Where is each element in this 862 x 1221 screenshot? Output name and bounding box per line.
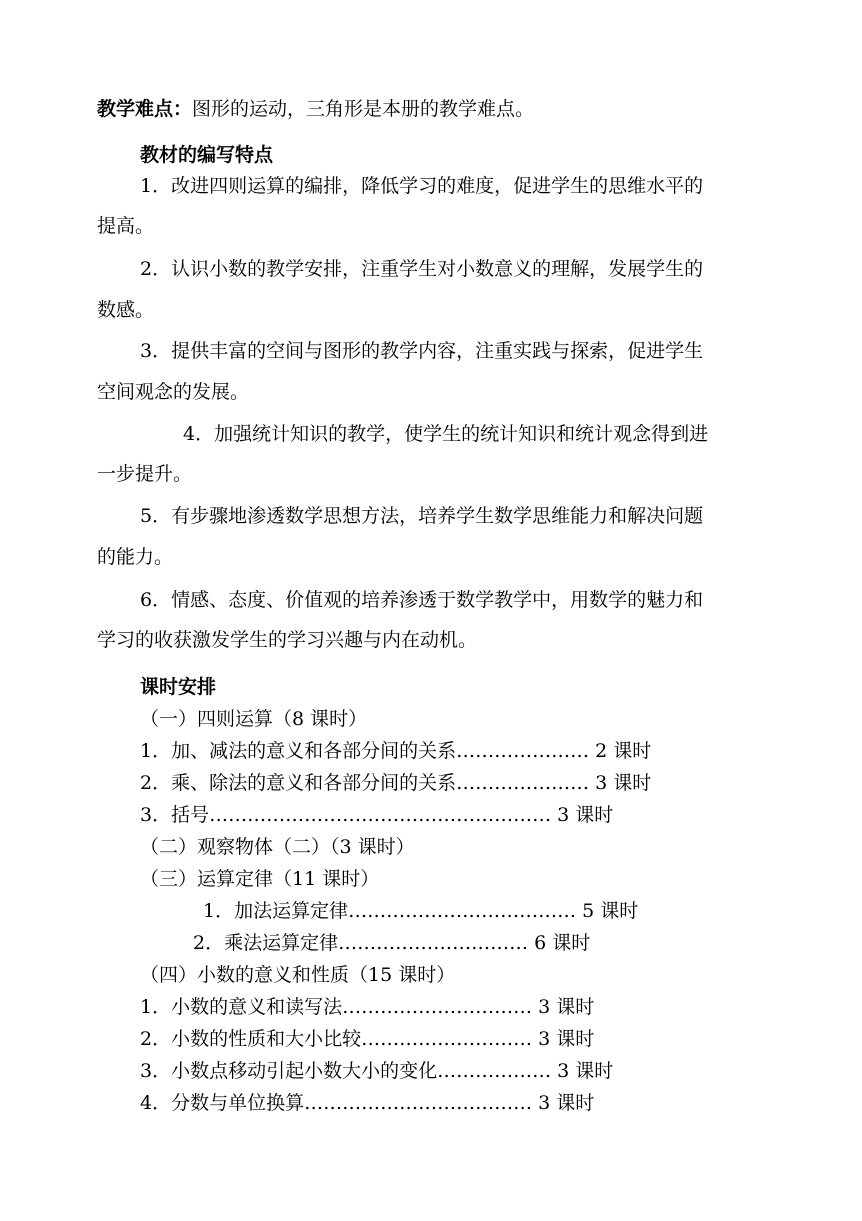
feature-item-3-line-2: 空间观念的发展。 <box>97 381 250 403</box>
schedule-row: 4．分数与单位换算……………………………… 3 课时 <box>140 1092 595 1114</box>
schedule-unit-2: （二）观察物体（二）（3 课时） <box>140 836 415 858</box>
schedule-row: 2．乘法运算定律………………………… 6 课时 <box>193 932 591 954</box>
feature-item-3-line-1: 3．提供丰富的空间与图形的教学内容，注重实践与探索，促进学生 <box>140 340 704 362</box>
teaching-difficulty <box>97 97 534 121</box>
feature-item-2-line-1: 2．认识小数的教学安排，注重学生对小数意义的理解，发展学生的 <box>140 258 704 280</box>
schedule-row: 1．小数的意义和读写法………………………… 3 课时 <box>140 996 595 1018</box>
difficulty-text: 图形的运动，三角形是本册的教学难点。 <box>192 98 535 120</box>
schedule-row: 3．小数点移动引起小数大小的变化……………… 3 课时 <box>140 1060 614 1082</box>
schedule-row: 1．加法运算定律……………………………… 5 课时 <box>203 900 639 922</box>
feature-item-4-line-1: 4．加强统计知识的教学，使学生的统计知识和统计观念得到进 <box>183 423 709 445</box>
feature-item-5-line-2: 的能力。 <box>97 546 174 568</box>
difficulty-label: 教学难点： <box>97 98 193 120</box>
features-heading: 教材的编写特点 <box>140 144 274 166</box>
schedule-row: 2．小数的性质和大小比较……………………… 3 课时 <box>140 1028 595 1050</box>
feature-item-1-line-1: 1．改进四则运算的编排，降低学习的难度，促进学生的思维水平的 <box>140 175 704 197</box>
feature-item-6-line-2: 学习的收获激发学生的学习兴趣与内在动机。 <box>97 629 478 651</box>
feature-item-1-line-2: 提高。 <box>97 215 155 237</box>
schedule-unit-1: （一）四则运算（8 课时） <box>140 708 368 730</box>
feature-item-2-line-2: 数感。 <box>97 299 155 321</box>
schedule-row: 1．加、减法的意义和各部分间的关系………………… 2 课时 <box>140 740 652 762</box>
feature-item-4-line-2: 一步提升。 <box>97 463 193 485</box>
feature-item-5-line-1: 5．有步骤地渗透数学思想方法，培养学生数学思维能力和解决问题 <box>140 505 704 527</box>
feature-item-6-line-1: 6．情感、态度、价值观的培养渗透于数学教学中，用数学的魅力和 <box>140 589 704 611</box>
schedule-heading: 课时安排 <box>140 676 217 698</box>
schedule-row: 2．乘、除法的意义和各部分间的关系………………… 3 课时 <box>140 772 652 794</box>
schedule-row: 3．括号……………………………………………… 3 课时 <box>140 804 614 826</box>
schedule-unit-4: （四）小数的意义和性质（15 课时） <box>140 964 456 986</box>
schedule-unit-3: （三）运算定律（11 课时） <box>140 868 380 890</box>
